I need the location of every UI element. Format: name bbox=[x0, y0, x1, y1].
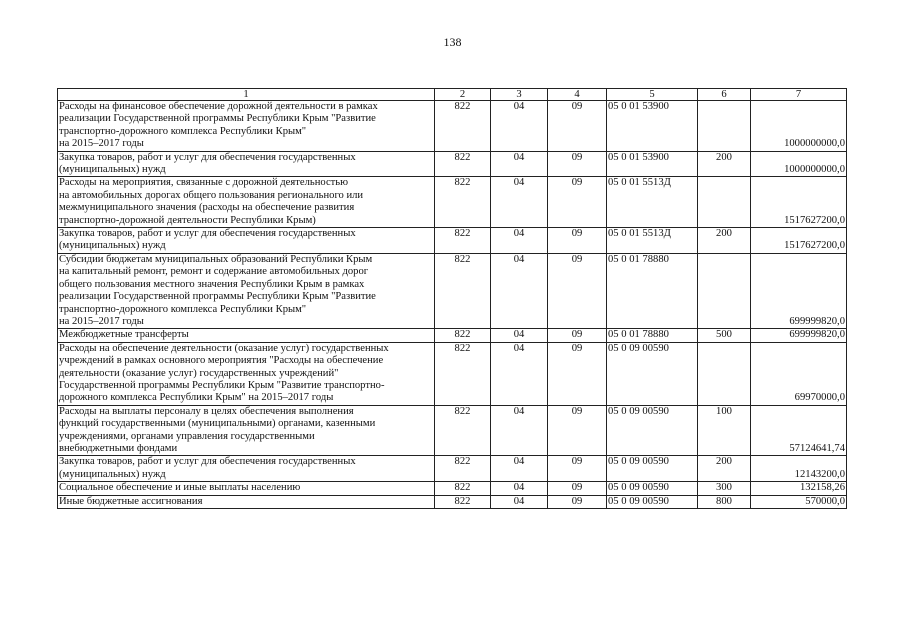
row-section-code: 04 bbox=[491, 253, 548, 328]
row-description: Расходы на финансовое обеспечение дорожной деятельности в рамках реализации Государственной программы Республики Крым "Развитие транспортно-дорожного комплекса Республики Крым" на 2015–2017 годы bbox=[58, 101, 435, 152]
table-row bbox=[58, 482, 847, 495]
row-description: Расходы на мероприятия, связанные с дорожной деятельностью на автомобильных дорогах общего пользования регионального или межмуниципального значения (расходы на обеспечение развития транспортно-дорожной деятельности Республики Крым) bbox=[58, 177, 435, 228]
row-amount: 132158,26 bbox=[751, 482, 847, 495]
row-expense-type-code bbox=[698, 177, 751, 228]
row-target-article-code: 05 0 09 00590 bbox=[607, 495, 698, 508]
row-subsection-code: 09 bbox=[548, 495, 607, 508]
row-expense-type-code: 200 bbox=[698, 151, 751, 177]
table-row bbox=[58, 177, 847, 228]
row-expense-type-code: 200 bbox=[698, 456, 751, 482]
column-header-6: 6 bbox=[698, 89, 751, 101]
row-section-code: 04 bbox=[491, 456, 548, 482]
row-target-article-code: 05 0 01 78880 bbox=[607, 329, 698, 342]
row-subsection-code: 09 bbox=[548, 482, 607, 495]
row-target-article-code: 05 0 01 78880 bbox=[607, 253, 698, 328]
row-expense-type-code bbox=[698, 101, 751, 152]
row-grbs-code: 822 bbox=[435, 253, 491, 328]
row-subsection-code: 09 bbox=[548, 456, 607, 482]
table-row bbox=[58, 495, 847, 508]
row-subsection-code: 09 bbox=[548, 101, 607, 152]
column-header-2: 2 bbox=[435, 89, 491, 101]
row-target-article-code: 05 0 09 00590 bbox=[607, 482, 698, 495]
row-amount: 1000000000,0 bbox=[751, 151, 847, 177]
row-amount: 699999820,0 bbox=[751, 253, 847, 328]
row-subsection-code: 09 bbox=[548, 342, 607, 405]
row-grbs-code: 822 bbox=[435, 342, 491, 405]
row-target-article-code: 05 0 01 53900 bbox=[607, 151, 698, 177]
row-amount: 12143200,0 bbox=[751, 456, 847, 482]
table-row bbox=[58, 342, 847, 405]
row-expense-type-code: 300 bbox=[698, 482, 751, 495]
row-amount: 699999820,0 bbox=[751, 329, 847, 342]
row-section-code: 04 bbox=[491, 101, 548, 152]
row-section-code: 04 bbox=[491, 228, 548, 254]
row-target-article-code: 05 0 01 5513Д bbox=[607, 228, 698, 254]
row-section-code: 04 bbox=[491, 342, 548, 405]
table-row bbox=[58, 101, 847, 152]
column-header-1: 1 bbox=[58, 89, 435, 101]
row-target-article-code: 05 0 09 00590 bbox=[607, 405, 698, 456]
row-subsection-code: 09 bbox=[548, 329, 607, 342]
row-grbs-code: 822 bbox=[435, 405, 491, 456]
row-target-article-code: 05 0 09 00590 bbox=[607, 342, 698, 405]
row-target-article-code: 05 0 09 00590 bbox=[607, 456, 698, 482]
table-row bbox=[58, 228, 847, 254]
row-expense-type-code: 100 bbox=[698, 405, 751, 456]
table-row bbox=[58, 405, 847, 456]
row-section-code: 04 bbox=[491, 482, 548, 495]
budget-table bbox=[57, 88, 847, 509]
page-number: 138 bbox=[443, 35, 462, 49]
row-section-code: 04 bbox=[491, 151, 548, 177]
row-section-code: 04 bbox=[491, 495, 548, 508]
row-section-code: 04 bbox=[491, 177, 548, 228]
row-grbs-code: 822 bbox=[435, 151, 491, 177]
row-grbs-code: 822 bbox=[435, 101, 491, 152]
row-expense-type-code: 200 bbox=[698, 228, 751, 254]
row-target-article-code: 05 0 01 5513Д bbox=[607, 177, 698, 228]
row-description: Субсидии бюджетам муниципальных образований Республики Крым на капитальный ремонт, ремонт и содержание автомобильных дорог общего пользования местного значения Республики Крым в рамках реализации Государственной программы Республики Крым "Развитие транспортно-дорожного комплекса Республики Крым" на 2015–2017 годы bbox=[58, 253, 435, 328]
row-expense-type-code bbox=[698, 342, 751, 405]
row-amount: 1000000000,0 bbox=[751, 101, 847, 152]
row-description: Закупка товаров, работ и услуг для обеспечения государственных (муниципальных) нужд bbox=[58, 456, 435, 482]
row-description: Иные бюджетные ассигнования bbox=[58, 495, 435, 508]
row-amount: 1517627200,0 bbox=[751, 177, 847, 228]
row-expense-type-code: 500 bbox=[698, 329, 751, 342]
row-grbs-code: 822 bbox=[435, 495, 491, 508]
row-subsection-code: 09 bbox=[548, 151, 607, 177]
row-amount: 57124641,74 bbox=[751, 405, 847, 456]
row-grbs-code: 822 bbox=[435, 228, 491, 254]
row-description: Межбюджетные трансферты bbox=[58, 329, 435, 342]
row-description: Закупка товаров, работ и услуг для обеспечения государственных (муниципальных) нужд bbox=[58, 228, 435, 254]
row-expense-type-code: 800 bbox=[698, 495, 751, 508]
row-description: Закупка товаров, работ и услуг для обеспечения государственных (муниципальных) нужд bbox=[58, 151, 435, 177]
table-row bbox=[58, 329, 847, 342]
row-subsection-code: 09 bbox=[548, 253, 607, 328]
row-grbs-code: 822 bbox=[435, 456, 491, 482]
table-row bbox=[58, 151, 847, 177]
row-amount: 69970000,0 bbox=[751, 342, 847, 405]
header-row bbox=[58, 89, 847, 101]
row-grbs-code: 822 bbox=[435, 177, 491, 228]
column-header-5: 5 bbox=[607, 89, 698, 101]
row-expense-type-code bbox=[698, 253, 751, 328]
row-amount: 1517627200,0 bbox=[751, 228, 847, 254]
column-header-3: 3 bbox=[491, 89, 548, 101]
row-description: Расходы на обеспечение деятельности (оказание услуг) государственных учреждений в рамках основного мероприятия "Расходы на обеспечение деятельности (оказание услуг) государственных учреждений" Государственной программы Республики Крым "Развитие транспортно- дорожного комплекса Республики Крым" на 2015–2017 годы bbox=[58, 342, 435, 405]
column-header-7: 7 bbox=[751, 89, 847, 101]
row-description: Социальное обеспечение и иные выплаты населению bbox=[58, 482, 435, 495]
row-subsection-code: 09 bbox=[548, 177, 607, 228]
column-header-4: 4 bbox=[548, 89, 607, 101]
row-subsection-code: 09 bbox=[548, 405, 607, 456]
table-row bbox=[58, 253, 847, 328]
table-row bbox=[58, 456, 847, 482]
row-grbs-code: 822 bbox=[435, 482, 491, 495]
row-target-article-code: 05 0 01 53900 bbox=[607, 101, 698, 152]
row-amount: 570000,0 bbox=[751, 495, 847, 508]
row-grbs-code: 822 bbox=[435, 329, 491, 342]
row-subsection-code: 09 bbox=[548, 228, 607, 254]
row-section-code: 04 bbox=[491, 405, 548, 456]
row-section-code: 04 bbox=[491, 329, 548, 342]
row-description: Расходы на выплаты персоналу в целях обеспечения выполнения функций государственными (муниципальными) органами, казенными учреждениями, органами управления государственными внебюджетными фондами bbox=[58, 405, 435, 456]
